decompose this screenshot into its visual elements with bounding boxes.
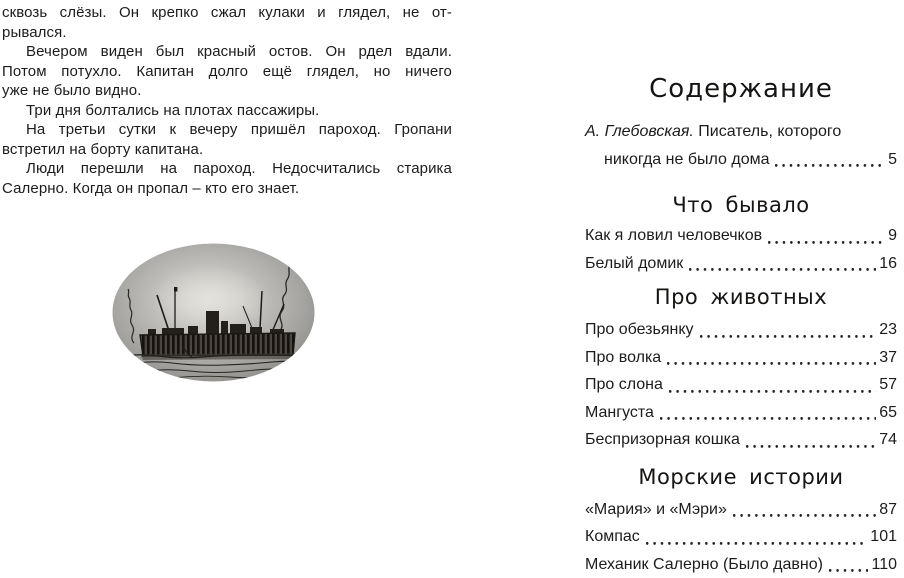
ship-illustration bbox=[112, 243, 315, 382]
toc-entry bbox=[585, 371, 897, 399]
toc-entry bbox=[585, 496, 897, 524]
toc-entry-title: Про слона bbox=[585, 371, 663, 399]
toc-entry-page: 74 bbox=[879, 426, 897, 454]
toc-preface-line1 bbox=[585, 118, 897, 146]
toc-section bbox=[585, 464, 897, 578]
toc-entry-page: 101 bbox=[870, 523, 897, 551]
toc-entry-list bbox=[585, 316, 897, 454]
toc-entry-page: 110 bbox=[871, 551, 897, 578]
toc-entry-title: Про обезьянку bbox=[585, 316, 694, 344]
dot-leader bbox=[645, 523, 868, 551]
toc-sections bbox=[585, 192, 897, 578]
dot-leader bbox=[767, 222, 885, 250]
toc-entry bbox=[585, 250, 897, 278]
toc-entry bbox=[585, 316, 897, 344]
toc-section-heading: Что бывало bbox=[585, 192, 897, 219]
dot-leader bbox=[668, 371, 876, 399]
toc-entry-title: Механик Салерно (Было давно) bbox=[585, 551, 823, 578]
left-page-text bbox=[2, 3, 452, 198]
text-line: На третьи сутки к вечеру пришёл пароход. Гропани bbox=[2, 120, 452, 140]
toc-preface-title-cont: никогда не было дома bbox=[604, 146, 769, 174]
toc-preface-line2 bbox=[585, 146, 897, 174]
text-line: встретил на борту капитана. bbox=[2, 140, 452, 160]
toc-entry-title: Про волка bbox=[585, 344, 661, 372]
text-line: Люди перешли на пароход. Недосчитались старика bbox=[2, 159, 452, 179]
toc-section bbox=[585, 284, 897, 454]
dot-leader bbox=[774, 146, 885, 174]
toc-entry-title: Белый домик bbox=[585, 250, 683, 278]
text-line: Салерно. Когда он пропал – кто его знает. bbox=[2, 179, 452, 199]
toc-entry-list bbox=[585, 222, 897, 277]
toc-section-heading: Морские истории bbox=[585, 464, 897, 491]
toc-entry bbox=[585, 523, 897, 551]
text-line: Три дня болтались на плотах пассажиры. bbox=[2, 101, 452, 121]
dot-leader bbox=[666, 344, 876, 372]
dot-leader bbox=[745, 426, 876, 454]
toc-entry-page: 37 bbox=[879, 344, 897, 372]
toc-preface-entry bbox=[585, 118, 897, 173]
dot-leader bbox=[828, 551, 869, 578]
toc-section bbox=[585, 192, 897, 277]
dot-leader bbox=[732, 496, 876, 524]
toc-entry-page: 9 bbox=[888, 222, 897, 250]
toc-entry-title: Как я ловил человечков bbox=[585, 222, 762, 250]
toc-entry bbox=[585, 399, 897, 427]
toc-entry-title: Компас bbox=[585, 523, 640, 551]
toc-entry-page: 16 bbox=[879, 250, 897, 278]
toc-preface-page: 5 bbox=[888, 146, 897, 174]
dot-leader bbox=[659, 399, 876, 427]
text-line: сквозь слёзы. Он крепко сжал кулаки и глядел, не от- bbox=[2, 3, 452, 23]
dot-leader bbox=[688, 250, 876, 278]
toc-entry bbox=[585, 426, 897, 454]
toc-preface-title: Писатель, которого bbox=[698, 123, 841, 140]
toc-entry-page: 57 bbox=[879, 371, 897, 399]
toc-entry bbox=[585, 222, 897, 250]
toc-entry-page: 23 bbox=[879, 316, 897, 344]
toc-entry-page: 87 bbox=[879, 496, 897, 524]
toc-title: Содержание bbox=[585, 72, 897, 106]
text-line: Потом потухло. Капитан долго ещё глядел, но ничего bbox=[2, 62, 452, 82]
toc-entry bbox=[585, 551, 897, 578]
toc-entry-title: «Мария» и «Мэри» bbox=[585, 496, 727, 524]
right-page bbox=[585, 0, 897, 578]
text-line: рывался. bbox=[2, 23, 452, 43]
toc-entry bbox=[585, 344, 897, 372]
toc-entry-title: Мангуста bbox=[585, 399, 654, 427]
toc-entry-title: Беспризорная кошка bbox=[585, 426, 740, 454]
toc-entry-page: 65 bbox=[879, 399, 897, 427]
text-line: Вечером виден был красный остов. Он рдел вдали. bbox=[2, 42, 452, 62]
dot-leader bbox=[699, 316, 877, 344]
text-line: уже не было видно. bbox=[2, 81, 452, 101]
toc-preface-author: А. Глебовская. bbox=[585, 123, 694, 140]
toc-section-heading: Про животных bbox=[585, 284, 897, 311]
toc-entry-list bbox=[585, 496, 897, 578]
